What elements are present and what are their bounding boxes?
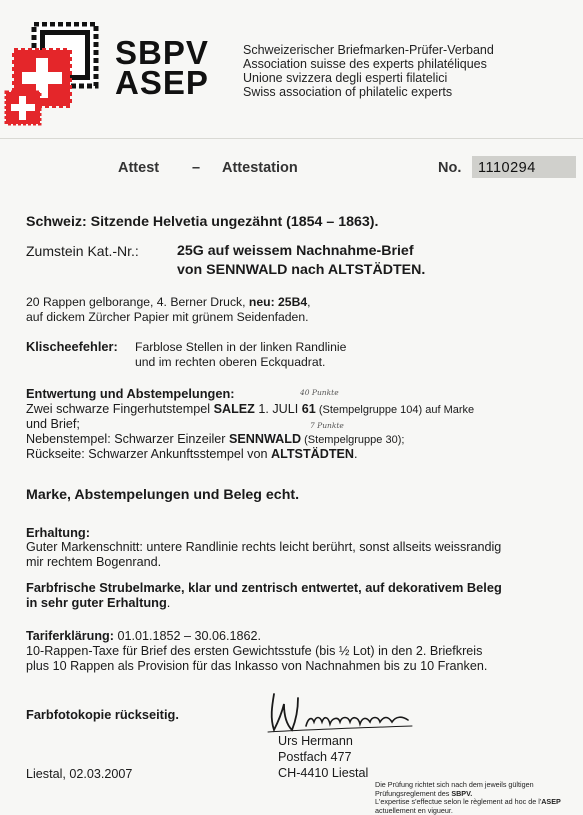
erhaltung-bold1: Farbfrische Strubelmarke, klar und zentrisch entwertet, auf dekorativem Beleg <box>26 580 502 595</box>
description-text: 20 Rappen gelborange, 4. Berner Druck, <box>26 295 249 309</box>
entwertung-line3 <box>26 432 404 448</box>
fold-line <box>0 138 583 139</box>
catalog-line2: von SENNWALD nach ALTSTÄDTEN. <box>177 262 426 278</box>
regulation-note-de-text: Die Prüfung richtet sich nach dem jeweils gültigen Prüfungsreglement des <box>375 780 534 798</box>
erhaltung-line1: Guter Markenschnitt: untere Randlinie rechts leicht berührt, sonst allseits weissrandig <box>26 540 502 554</box>
org-name-fr: Association suisse des experts philatéliques <box>243 57 487 71</box>
tarif-line3: plus 10 Rappen als Provision für das Inkasso von Nachnahmen bis zu 10 Franken. <box>26 659 488 673</box>
photocopy-note: Farbfotokopie rückseitig. <box>26 707 179 722</box>
sbpv-logo <box>4 22 108 126</box>
postmark-altstaedten: ALTSTÄDTEN <box>271 447 355 461</box>
catalog-label: Zumstein Kat.-Nr.: <box>26 243 139 259</box>
signer-street: Postfach 477 <box>278 750 352 764</box>
org-name-it: Unione svizzera degli esperti filatelici <box>243 71 448 85</box>
signer-city: CH-4410 Liestal <box>278 766 369 780</box>
tarif-line2: 10-Rappen-Taxe für Brief des ersten Gewichtsstufe (bis ½ Lot) in den 2. Briefkreis <box>26 644 483 658</box>
regulation-note <box>375 781 583 815</box>
org-name-en: Swiss association of philatelic experts <box>243 85 453 99</box>
postmark-sennwald: SENNWALD <box>229 432 302 446</box>
entwertung-line1 <box>26 402 474 418</box>
entwertung-l3-text: Nebenstempel: Schwarzer Einzeiler <box>26 432 229 446</box>
title-attest: Attest <box>118 160 160 176</box>
stempelgruppe-30: (Stempelgruppe 30); <box>301 434 405 446</box>
erhaltung-line2: mir rechtem Bogenrand. <box>26 555 162 569</box>
regulation-note-fr-end: actuellement en vigueur. <box>375 805 453 815</box>
tarif-label: Tariferklärung: <box>26 629 114 643</box>
regulation-note-de <box>375 781 583 798</box>
klischee-label: Klischeefehler: <box>26 339 118 354</box>
entwertung-heading: Entwertung und Abstempelungen: <box>26 386 235 401</box>
erhaltung-heading: Erhaltung: <box>26 525 90 540</box>
klischee-line2: und im rechten oberen Eckquadrat. <box>135 355 326 369</box>
subject-heading: Schweiz: Sitzende Helvetia ungezähnt (1854 – 1863). <box>26 214 379 230</box>
klischee-line1: Farblose Stellen in der linken Randlinie <box>135 340 347 354</box>
handwritten-note-points-2: 7 Punkte <box>310 421 344 430</box>
org-name-de: Schweizerischer Briefmarken-Prüfer-Verband <box>243 43 494 57</box>
description-line1 <box>26 295 311 310</box>
place-date: Liestal, 02.03.2007 <box>26 767 133 781</box>
logo-wordmark-line2: ASEP <box>115 64 209 101</box>
handwritten-note-points-1: 40 Punkte <box>300 388 339 397</box>
erhaltung-bold2-text: in sehr guter Erhaltung <box>26 595 167 610</box>
postmark-salez: SALEZ <box>213 402 255 416</box>
title-dash: – <box>192 160 201 176</box>
signature-icon <box>262 686 442 738</box>
certificate-number-label: No. <box>438 160 462 176</box>
signature <box>262 686 442 738</box>
signer-name: Urs Hermann <box>278 734 353 748</box>
regulation-note-de-sbpv: SBPV. <box>451 788 473 798</box>
certificate-number: 1110294 <box>478 160 536 176</box>
tarif-line1 <box>26 629 261 644</box>
erhaltung-bold2-end: . <box>166 595 171 610</box>
entwertung-line2: und Brief; <box>26 417 80 431</box>
description-comma: , <box>307 295 311 309</box>
logo-wordmark-line1: SBPV <box>115 34 209 71</box>
organization-names <box>243 43 494 99</box>
erhaltung-bold2 <box>26 595 170 610</box>
regulation-note-fr-asep: ASEP <box>541 797 561 806</box>
entwertung-line4 <box>26 447 358 462</box>
postmark-number: 61 <box>301 402 316 416</box>
tarif-dates: 01.01.1852 – 30.06.1862. <box>113 629 262 643</box>
entwertung-l4-end: . <box>354 447 358 461</box>
regulation-note-fr-text: L'expertise s'effectue selon le règlement ad hoc de l' <box>375 797 542 806</box>
entwertung-l1-text: Zwei schwarze Fingerhutstempel <box>26 402 214 416</box>
description-line2: auf dickem Zürcher Papier mit grünem Seidenfaden. <box>26 310 309 324</box>
stempelgruppe-104: (Stempelgruppe 104) auf Marke <box>315 404 475 416</box>
description-new-code: neu: 25B4 <box>248 295 308 309</box>
logo-wordmark <box>115 34 209 101</box>
catalog-line1: 25G auf weissem Nachnahme-Brief <box>177 243 414 259</box>
entwertung-l4-text: Rückseite: Schwarzer Ankunftsstempel von <box>26 447 271 461</box>
postmark-date: 1. JULI <box>254 402 302 416</box>
title-attestation: Attestation <box>222 160 298 176</box>
genuine-statement: Marke, Abstempelungen und Beleg echt. <box>26 487 300 503</box>
swiss-cross-stamps-icon <box>4 22 108 126</box>
